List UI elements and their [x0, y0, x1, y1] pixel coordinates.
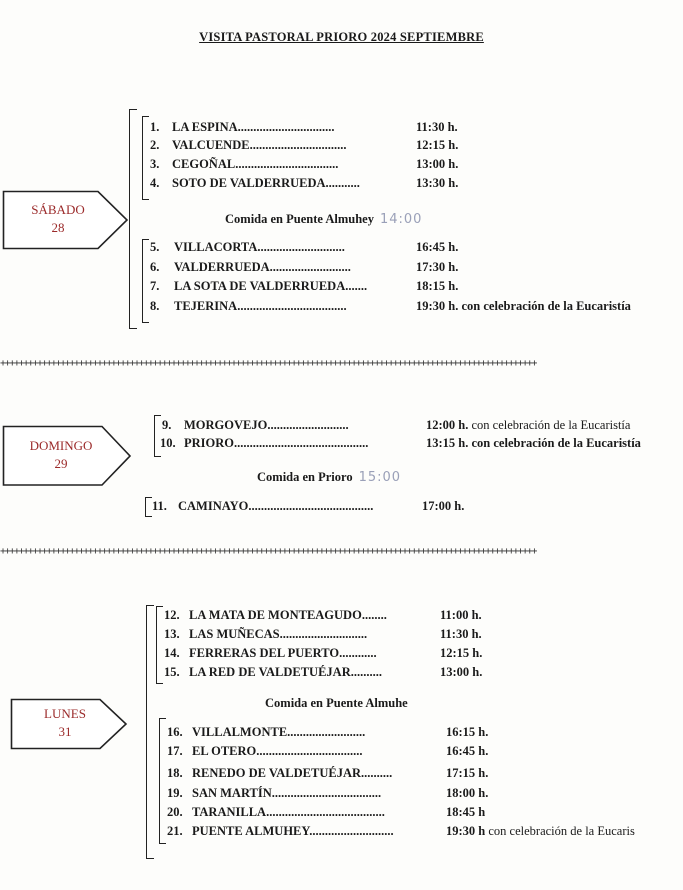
schedule-row: 9. MORGOVEJO.......................... 12:00 h. con celebración de la Eucaristía — [162, 418, 631, 432]
schedule-row: 15. LA RED DE VALDETUÉJAR.......... 13:00 h. — [164, 665, 483, 679]
schedule-row: 19. SAN MARTÍN................................... 18:00 h. — [167, 786, 489, 800]
day-badge-domingo — [2, 425, 132, 485]
schedule-row: 7. LA SOTA DE VALDERRUEDA....... 18:15 h. — [150, 279, 459, 293]
day-bracket — [146, 605, 154, 859]
day-badge-sabado — [2, 190, 132, 250]
schedule-row: 4. SOTO DE VALDERRUEDA........... 13:30 h. — [150, 176, 459, 190]
handwritten-time: 14:00 — [379, 212, 423, 227]
schedule-row: 2. VALCUENDE............................... 12:15 h. — [150, 138, 459, 152]
group-bracket — [142, 116, 149, 200]
schedule-row: 1. LA ESPINA............................... 11:30 h. — [150, 120, 458, 134]
schedule-row: 13. LAS MUÑECAS............................ 11:30 h. — [164, 627, 482, 641]
schedule-row: 8. TEJERINA................................... 19:30 h. con celebración de la Eucaristía — [150, 299, 631, 313]
day-date: 31 — [58, 724, 72, 739]
separator-line: ++++++++++++++++++++++++++++++++++++++++++++++++++++++++++++++++++++++++++++++++++++++++++++++++++++++++++++++++++++ — [0, 360, 536, 368]
day-badge-lunes — [10, 698, 140, 758]
schedule-row: 17. EL OTERO.................................. 16:45 h. — [167, 744, 489, 758]
lunch-note: Comida en Prioro 15:00 — [257, 470, 402, 485]
group-bracket — [142, 239, 149, 323]
group-bracket — [145, 497, 152, 517]
schedule-row: 16. VILLALMONTE......................... 16:15 h. — [167, 725, 489, 739]
handwritten-time: 15:00 — [358, 470, 402, 485]
page-title: VISITA PASTORAL PRIORO 2024 SEPTIEMBRE — [199, 30, 484, 44]
lunch-note: Comida en Puente Almuhey 14:00 — [225, 212, 423, 227]
schedule-row: 11. CAMINAYO........................................ 17:00 h. — [152, 499, 465, 513]
lunch-note: Comida en Puente Almuhe — [265, 696, 408, 710]
schedule-row: 12. LA MATA DE MONTEAGUDO........ 11:00 h. — [164, 608, 482, 622]
group-bracket — [156, 606, 163, 684]
day-name: LUNES — [44, 706, 86, 721]
schedule-row: 21. PUENTE ALMUHEY........................... 19:30 h con celebración de la Eucaris — [167, 824, 635, 838]
separator-line: ++++++++++++++++++++++++++++++++++++++++++++++++++++++++++++++++++++++++++++++++++++++++++++++++++++++++++++++++++++ — [0, 548, 536, 556]
day-bracket — [129, 109, 137, 329]
schedule-row: 18. RENEDO DE VALDETUÉJAR.......... 17:15 h. — [167, 766, 489, 780]
day-name: SÁBADO — [31, 202, 85, 217]
schedule-row: 3. CEGOÑAL................................. 13:00 h. — [150, 157, 459, 171]
day-name: DOMINGO — [29, 438, 93, 453]
schedule-row: 5. VILLACORTA............................ 16:45 h. — [150, 240, 459, 254]
group-bracket — [159, 718, 166, 844]
day-date: 28 — [51, 220, 65, 235]
day-date: 29 — [54, 456, 68, 471]
schedule-row: 20. TARANILLA...................................... 18:45 h — [167, 805, 486, 819]
schedule-row: 14. FERRERAS DEL PUERTO............ 12:15 h. — [164, 646, 483, 660]
schedule-row: 10. PRIORO........................................... 13:15 h. con celebración de la Eucaristía — [160, 436, 641, 450]
schedule-row: 6. VALDERRUEDA.......................... 17:30 h. — [150, 260, 459, 274]
